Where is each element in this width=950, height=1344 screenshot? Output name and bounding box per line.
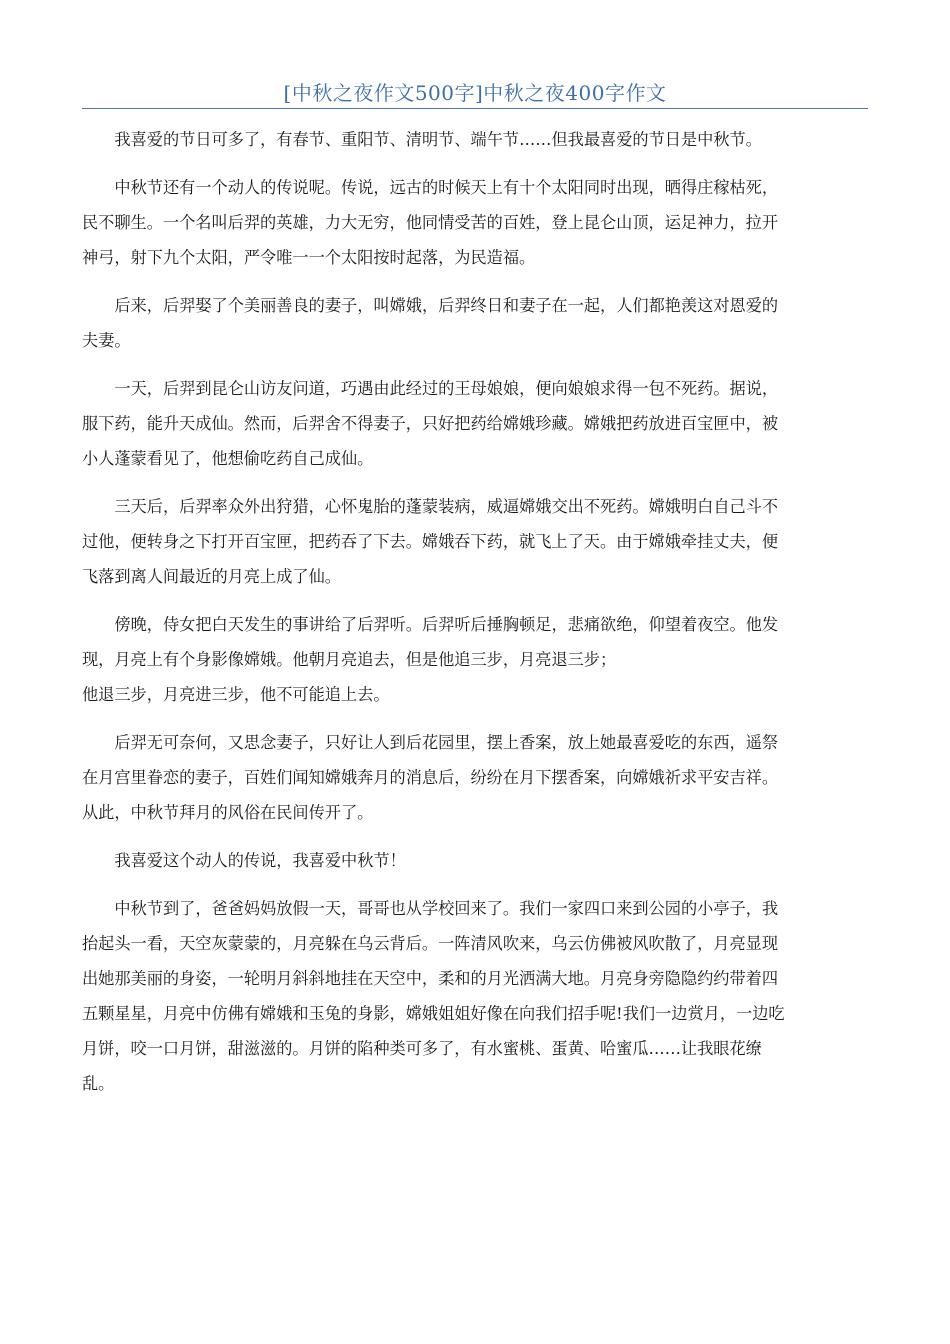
paragraph-line: 出她那美丽的身姿，一轮明月斜斜地挂在天空中，柔和的月光洒满大地。月亮身旁隐隐约约带着四 bbox=[82, 969, 779, 988]
paragraph-line: 一天，后羿到昆仑山访友问道，巧遇由此经过的王母娘娘，便向娘娘求得一包不死药。据说， bbox=[114, 379, 779, 398]
paragraph-line: 现，月亮上有个身影像嫦娥。他朝月亮追去，但是他追三步，月亮退三步； bbox=[82, 650, 617, 669]
paragraph-line: 过他，便转身之下打开百宝匣，把药吞了下去。嫦娥吞下药，就飞上了天。由于嫦娥牵挂丈夫，便 bbox=[82, 532, 779, 551]
paragraph-1 bbox=[82, 122, 868, 157]
paragraph-line: 抬起头一看，天空灰蒙蒙的，月亮躲在乌云背后。一阵清风吹来，乌云仿佛被风吹散了，月亮显现 bbox=[82, 934, 779, 953]
paragraph-line: 傍晚，侍女把白天发生的事讲给了后羿听。后羿听后捶胸顿足，悲痛欲绝，仰望着夜空。他发 bbox=[114, 615, 779, 634]
paragraph-line: 我喜爱这个动人的传说，我喜爱中秋节！ bbox=[114, 851, 406, 870]
paragraph-5 bbox=[82, 489, 868, 594]
paragraph-line: 民不聊生。一个名叫后羿的英雄，力大无穷，他同情受苦的百姓，登上昆仑山顶，运足神力，拉开 bbox=[82, 213, 779, 232]
paragraph-line: 在月宫里眷恋的妻子，百姓们闻知嫦娥奔月的消息后，纷纷在月下摆香案，向嫦娥祈求平安吉祥。 bbox=[82, 768, 779, 787]
document-body bbox=[82, 122, 868, 1114]
paragraph-line: 三天后，后羿率众外出狩猎，心怀鬼胎的蓬蒙装病，威逼嫦娥交出不死药。嫦娥明白自己斗不 bbox=[114, 497, 779, 516]
paragraph-line: 后羿无可奈何，又思念妻子，只好让人到后花园里，摆上香案，放上她最喜爱吃的东西，遥祭 bbox=[114, 733, 779, 752]
paragraph-line: 服下药，能升天成仙。然而，后羿舍不得妻子，只好把药给嫦娥珍藏。嫦娥把药放进百宝匣中，被 bbox=[82, 414, 779, 433]
paragraph-2 bbox=[82, 170, 868, 275]
paragraph-8 bbox=[82, 843, 868, 878]
paragraph-9 bbox=[82, 891, 868, 1101]
paragraph-line: 从此，中秋节拜月的风俗在民间传开了。 bbox=[82, 803, 374, 822]
paragraph-4 bbox=[82, 371, 868, 476]
paragraph-line: 我喜爱的节日可多了，有春节、重阳节、清明节、端午节……但我最喜爱的节日是中秋节。 bbox=[114, 130, 762, 149]
paragraph-line: 夫妻。 bbox=[82, 331, 131, 350]
document-title: [中秋之夜作文500字]中秋之夜400字作文 bbox=[283, 81, 667, 105]
paragraph-6 bbox=[82, 607, 868, 712]
paragraph-line: 五颗星星，月亮中仿佛有嫦娥和玉兔的身影，嫦娥姐姐好像在向我们招手呢!我们一边赏月，一边吃 bbox=[82, 1004, 785, 1023]
title-underline bbox=[82, 108, 868, 109]
paragraph-line: 小人蓬蒙看见了，他想偷吃药自己成仙。 bbox=[82, 449, 374, 468]
paragraph-line: 中秋节还有一个动人的传说呢。传说，远古的时候天上有十个太阳同时出现，晒得庄稼枯死， bbox=[114, 178, 779, 197]
paragraph-line: 乱。 bbox=[82, 1074, 115, 1093]
paragraph-line: 月饼，咬一口月饼，甜滋滋的。月饼的陷种类可多了，有水蜜桃、蛋黄、哈蜜瓜……让我眼花缭 bbox=[82, 1039, 762, 1058]
paragraph-line: 飞落到离人间最近的月亮上成了仙。 bbox=[82, 567, 341, 586]
paragraph-7 bbox=[82, 725, 868, 830]
paragraph-3 bbox=[82, 288, 868, 358]
paragraph-line: 他退三步，月亮进三步，他不可能追上去。 bbox=[82, 685, 390, 704]
paragraph-line: 神弓，射下九个太阳，严令唯一一个太阳按时起落，为民造福。 bbox=[82, 248, 536, 267]
paragraph-line: 后来，后羿娶了个美丽善良的妻子，叫嫦娥，后羿终日和妻子在一起，人们都艳羡这对恩爱的 bbox=[114, 296, 779, 315]
paragraph-line: 中秋节到了，爸爸妈妈放假一天，哥哥也从学校回来了。我们一家四口来到公园的小亭子，我 bbox=[114, 899, 779, 918]
